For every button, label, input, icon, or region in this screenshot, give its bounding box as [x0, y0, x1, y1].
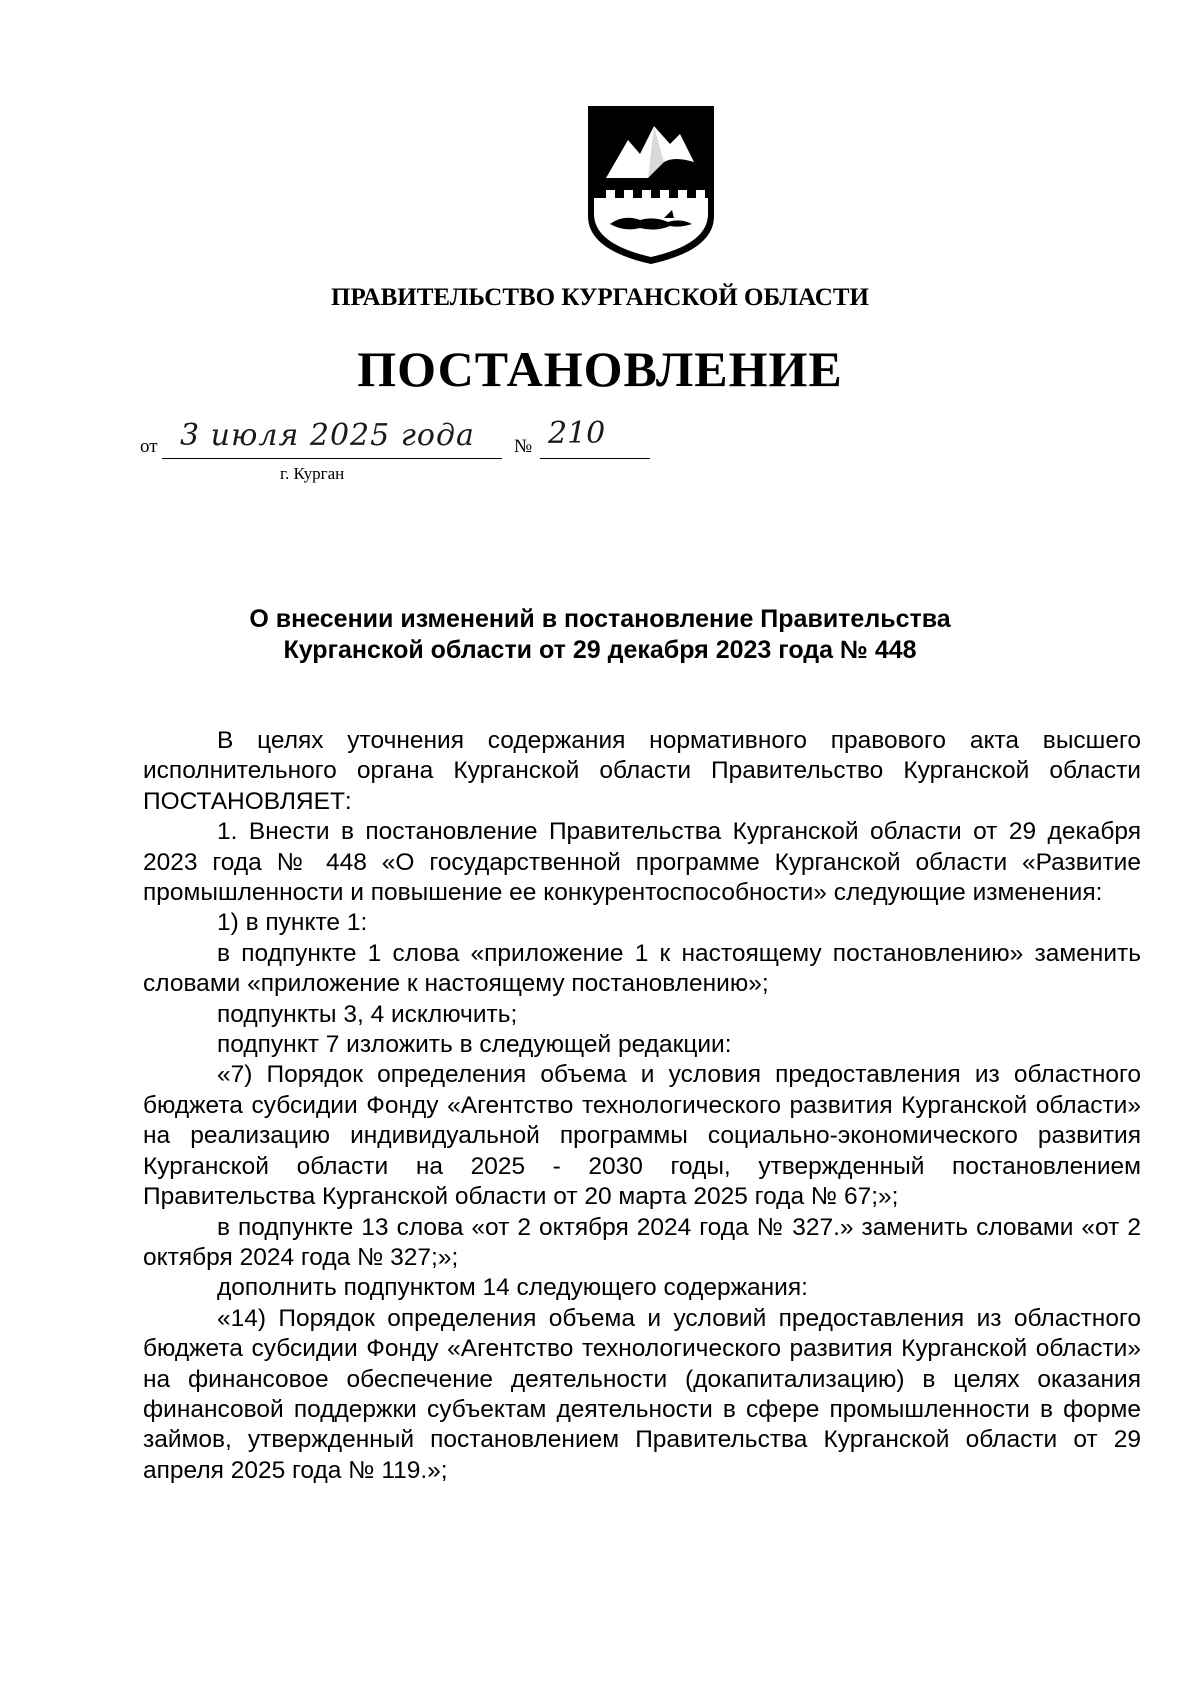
city-label: г. Курган: [280, 464, 345, 483]
paragraph: В целях уточнения содержания нормативного правового акта высшего исполнительного органа Курганской области Правительство Курганской области ПОСТАНОВЛЯЕТ:: [143, 727, 1141, 815]
paragraph: подпункты 3, 4 исключить;: [217, 1000, 518, 1028]
paragraph: «7) Порядок определения объема и условия предоставления из областного бюджета субсидии Фонду «Агентство технологического развития Курганской области» на реализацию индивидуальной программы социально-экономического развития Курганской области на 2025 - 2030 годы, утвержденный постановлением Правительства Курганской области от 20 марта 2025 года № 67;»;: [143, 1061, 1141, 1211]
document-title: [140, 604, 1060, 666]
date-underline: [162, 458, 502, 459]
handwritten-date: 3 июля 2025 года: [180, 418, 475, 453]
paragraph: дополнить подпунктом 14 следующего содержания:: [217, 1274, 808, 1302]
paragraph: подпункт 7 изложить в следующей редакции:: [217, 1031, 732, 1059]
coat-of-arms-emblem: [584, 104, 718, 266]
paragraph: «14) Порядок определения объема и условий предоставления из областного бюджета субсидии Фонду «Агентство технологического развития Курганской области» на финансовое обеспечение деятельности (докапитализацию) в целях оказания финансовой поддержки субъектам деятельности в сфере промышленности в форме займов, утвержденный постановлением Правительства Курганской области от 29 апреля 2025 года № 119.»;: [143, 1304, 1141, 1484]
paragraph: в подпункте 1 слова «приложение 1 к настоящему постановлению» заменить словами «приложение к настоящему постановлению»;: [143, 939, 1141, 998]
title-line-2: Курганской области от 29 декабря 2023 года № 448: [283, 636, 917, 664]
document-body: [143, 726, 1141, 1486]
paragraph: в подпункте 13 слова «от 2 октября 2024 года № 327.» заменить словами «от 2 октября 2024 года № 327;»;: [143, 1213, 1141, 1271]
document-type-heading: ПОСТАНОВЛЕНИЕ: [357, 341, 843, 397]
date-prefix: от: [140, 436, 158, 457]
title-line-1: О внесении изменений в постановление Правительства: [249, 605, 951, 633]
number-prefix: №: [514, 436, 533, 457]
government-name: ПРАВИТЕЛЬСТВО КУРГАНСКОЙ ОБЛАСТИ: [331, 284, 869, 311]
paragraph: 1. Внести в постановление Правительства Курганской области от 29 декабря 2023 года № 448 «О государственной программе Курганской области «Развитие промышленности и повышение ее конкурентоспособности» следующие изменения:: [143, 818, 1141, 907]
handwritten-number: 210: [548, 416, 606, 451]
date-number-line: [140, 416, 660, 490]
number-underline: [540, 458, 650, 459]
paragraph: 1) в пункте 1:: [217, 909, 368, 937]
